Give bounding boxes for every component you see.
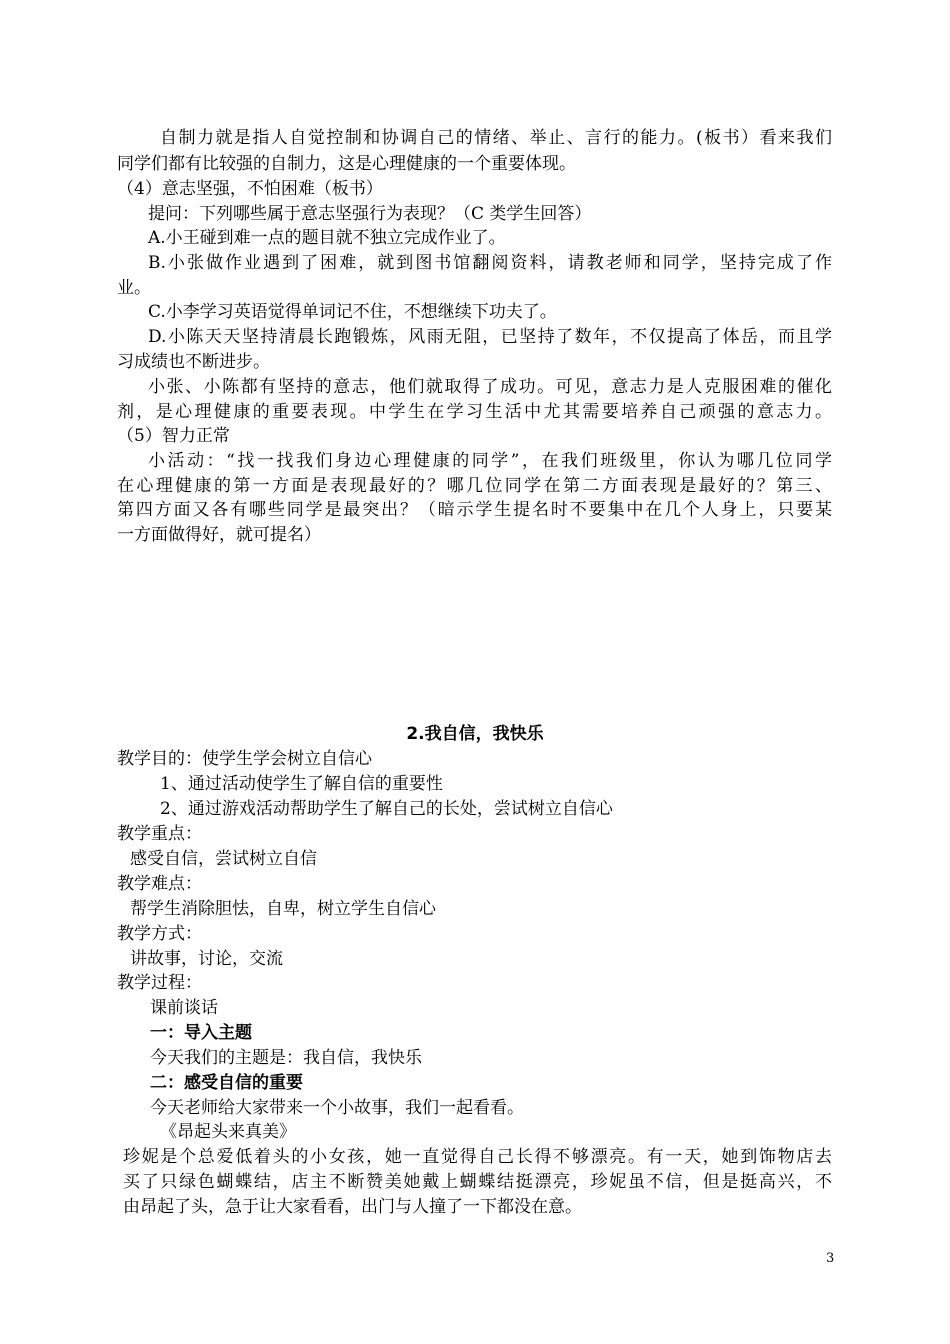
difficulty-text: 帮学生消除胆怯，自卑，树立学生自信心: [130, 899, 436, 919]
option-d-cont: 习成绩也不断进步。: [117, 352, 270, 372]
option-c: C.小李学习英语觉得单词记不住，不想继续下功夫了。: [148, 302, 557, 322]
difficulty-label: 教学难点：: [117, 874, 202, 894]
method-label: 教学方式：: [117, 924, 202, 944]
step-2-text: 今天老师给大家带来一个小故事，我们一起看看。: [150, 1098, 524, 1118]
subheading-4: （4）意志坚强，不怕困难（板书）: [117, 179, 383, 199]
paragraph-line: 小张、小陈都有坚持的意志，他们就取得了成功。可见，意志力是人克服困难的催化: [148, 377, 832, 397]
goal-label: 教学目的：使学生学会树立自信心: [117, 749, 372, 769]
subheading-5: （5）智力正常: [117, 426, 230, 446]
story-title: 《昂起头来真美》: [160, 1122, 296, 1142]
story-line: 买了只绿色蝴蝶结，店主不断赞美她戴上蝴蝶结挺漂亮，珍妮虽不信，但是挺高兴，不: [123, 1172, 832, 1192]
step-1-heading: 一：导入主题: [150, 1023, 252, 1043]
process-label: 教学过程：: [117, 973, 202, 993]
goal-item-1: 1、通过活动使学生了解自信的重要性: [160, 774, 443, 794]
option-a: A.小王碰到难一点的题目就不独立完成作业了。: [148, 228, 506, 248]
page-number: 3: [826, 1251, 835, 1266]
paragraph-line: 同学们都有比较强的自制力，这是心理健康的一个重要体现。: [117, 154, 576, 174]
method-text: 讲故事，讨论，交流: [130, 949, 283, 969]
option-b-cont: 业。: [117, 278, 151, 298]
story-line: 由昂起了头，急于让大家看看，出门与人撞了一下都没在意。: [123, 1197, 582, 1217]
key-text: 感受自信，尝试树立自信: [130, 849, 317, 869]
step-1-text: 今天我们的主题是：我自信，我快乐: [150, 1048, 422, 1068]
activity-line: 一方面做得好，就可提名）: [117, 525, 321, 545]
question-text: 提问：下列哪些属于意志坚强行为表现？（C 类学生回答）: [148, 204, 592, 224]
paragraph-line: 自制力就是指人自觉控制和协调自己的情绪、举止、言行的能力。(板书）看来我们: [160, 128, 832, 148]
activity-line: 在心理健康的第一方面是表现最好的？哪几位同学在第二方面表现是最好的？第三、: [117, 476, 832, 496]
pre-talk: 课前谈话: [150, 998, 218, 1018]
paragraph-line: 剂，是心理健康的重要表现。中学生在学习生活中尤其需要培养自己顽强的意志力。: [117, 402, 832, 422]
option-b: B.小张做作业遇到了困难，就到图书馆翻阅资料，请教老师和同学，坚持完成了作: [148, 253, 832, 273]
story-line: 珍妮是个总爱低着头的小女孩，她一直觉得自己长得不够漂亮。有一天，她到饰物店去: [123, 1147, 832, 1167]
section-title: 2.我自信，我快乐: [406, 724, 544, 744]
step-2-heading: 二：感受自信的重要: [150, 1073, 303, 1093]
option-d: D.小陈天天坚持清晨长跑锻炼，风雨无阻，已坚持了数年，不仅提高了体岳，而且学: [148, 327, 832, 347]
key-label: 教学重点：: [117, 824, 202, 844]
activity-line: 第四方面又各有哪些同学是最突出？（暗示学生提名时不要集中在几个人身上，只要某: [117, 500, 832, 520]
goal-item-2: 2、通过游戏活动帮助学生了解自己的长处，尝试树立自信心: [160, 799, 613, 819]
activity-line: 小活动：“找一找我们身边心理健康的同学”，在我们班级里，你认为哪几位同学: [148, 451, 832, 471]
